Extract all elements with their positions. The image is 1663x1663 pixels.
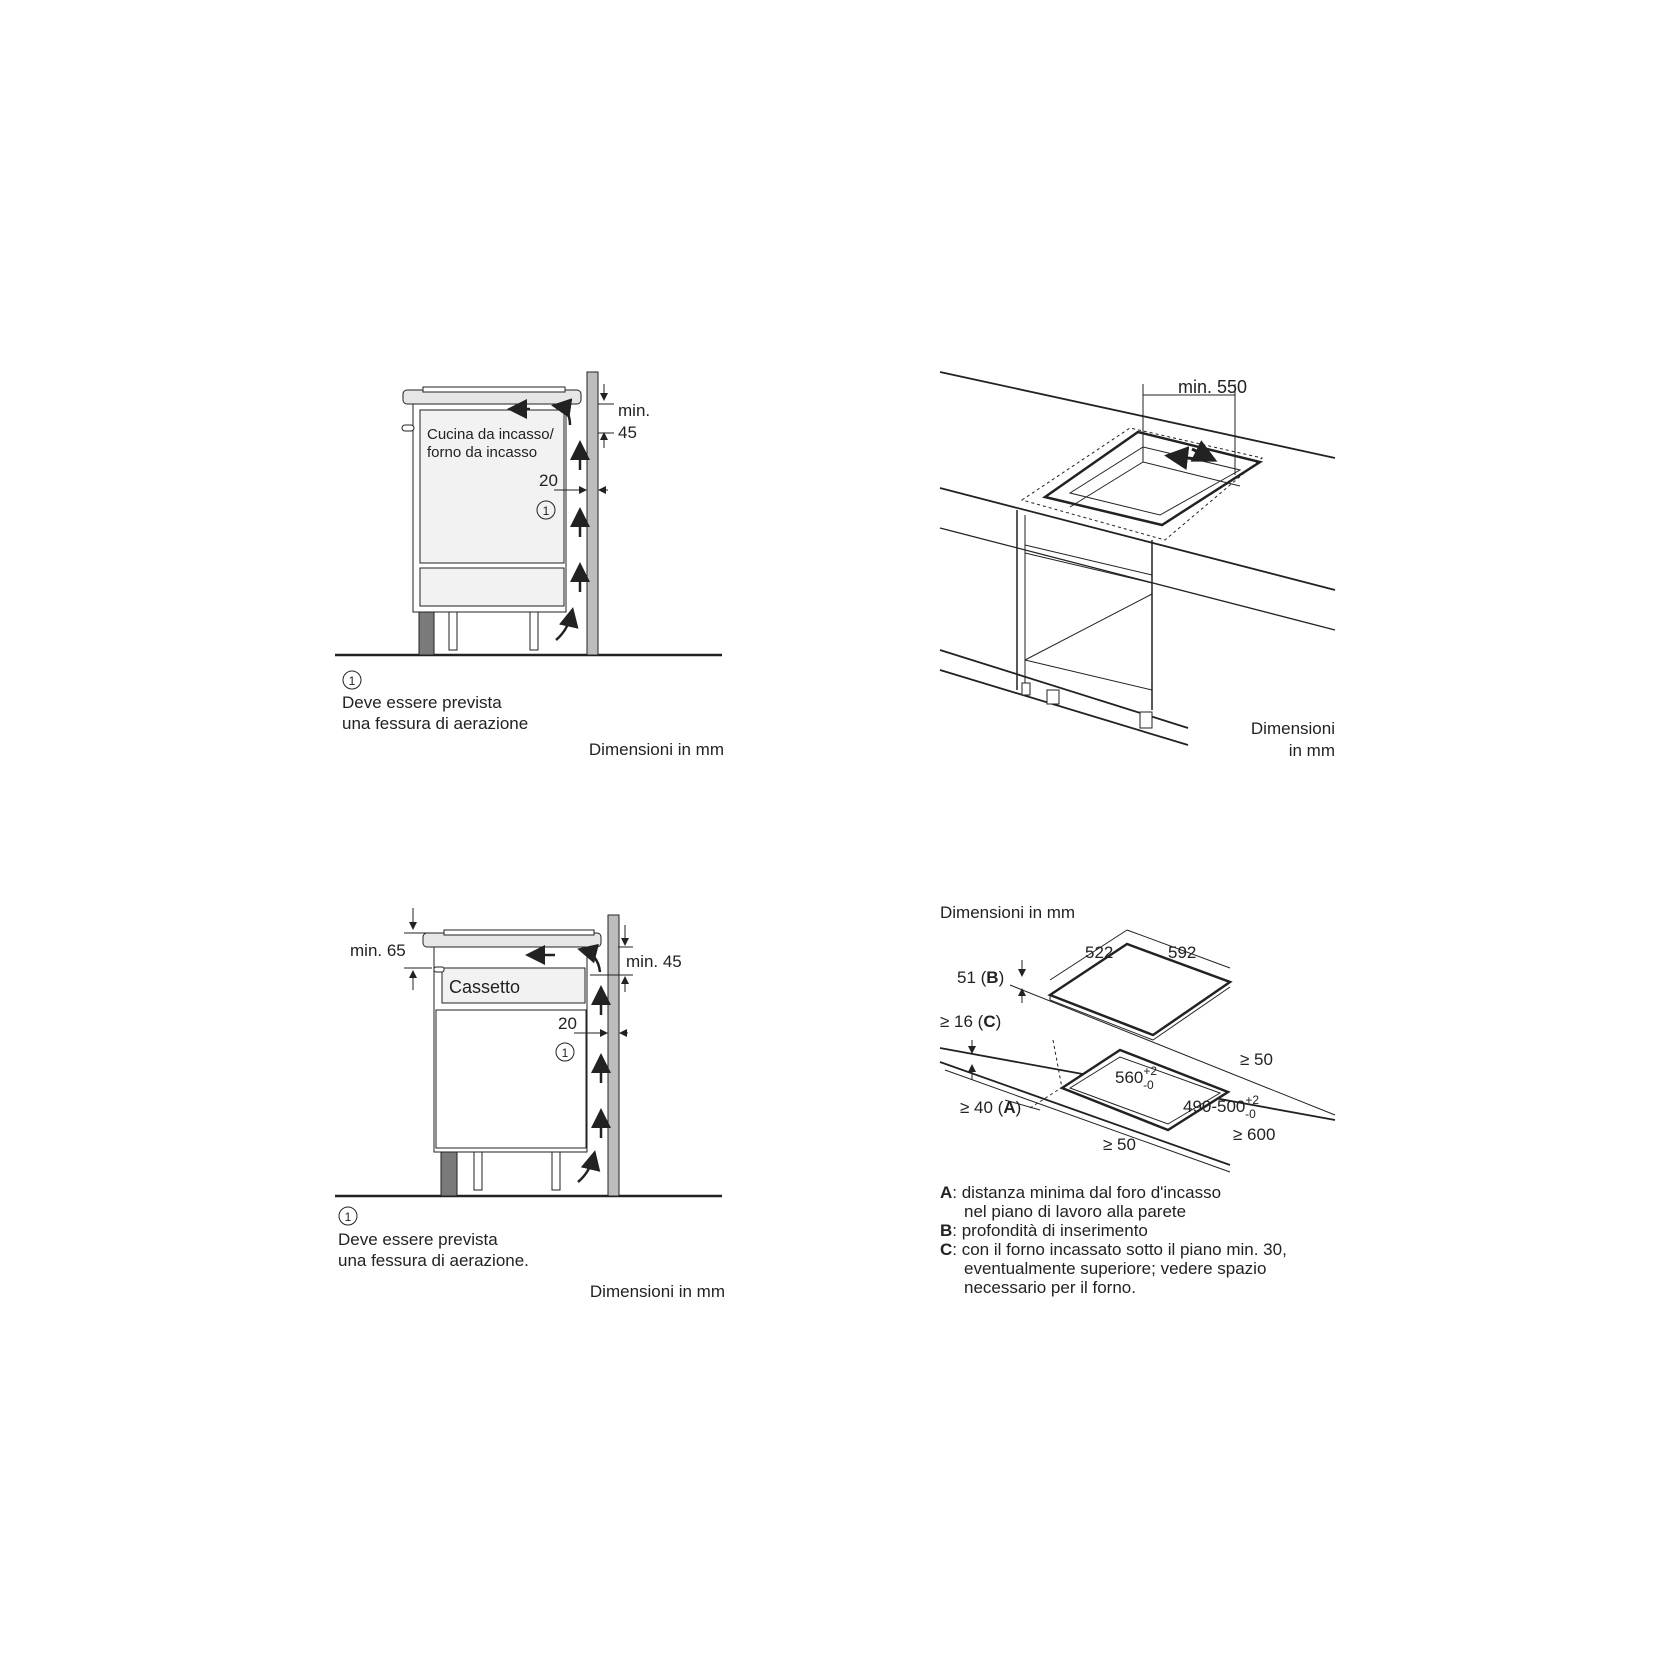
a-value: ≥ 40 (A) [960, 1098, 1022, 1117]
wall [587, 372, 598, 655]
drawer-handle [434, 967, 444, 972]
appliance-label-line1: Cucina da incasso/ [427, 426, 554, 443]
marker-number: 1 [561, 1046, 569, 1060]
clearance-600: ≥ 600 [1233, 1125, 1276, 1144]
min-label: min. [618, 401, 651, 420]
marker-number: 1 [542, 504, 550, 518]
foot [1022, 683, 1030, 695]
note-line2: una fessura di aerazione [342, 714, 529, 733]
clearance-right: ≥ 50 [1240, 1050, 1273, 1069]
foot [1047, 690, 1059, 704]
plinth [441, 1152, 457, 1196]
oven-handle [402, 425, 414, 431]
clearance-bottom: ≥ 50 [1103, 1135, 1136, 1154]
note-line2: una fessura di aerazione. [338, 1251, 529, 1270]
units-label-line1: Dimensioni [1250, 719, 1335, 738]
drawer-panel [420, 568, 564, 606]
airflow-intake-arrow [578, 1155, 594, 1182]
min-45-label: min. 45 [626, 952, 682, 971]
shelf-line [1025, 553, 1152, 583]
diagram-built-in-oven-section [335, 372, 724, 759]
cabinet-diagonal [1025, 594, 1152, 660]
b-value: 51 (B) [957, 968, 1005, 987]
plinth [419, 612, 434, 655]
dim-592: 592 [1168, 943, 1197, 962]
legend-c-line3: necessario per il forno. [964, 1278, 1136, 1297]
diagram-cutout-dimensions [940, 903, 1335, 1297]
hob [423, 387, 565, 392]
diagram-isometric-cutout [940, 372, 1335, 760]
gap-top-value: 45 [618, 423, 637, 442]
foot-left [474, 1152, 482, 1190]
min-65-label: min. 65 [350, 941, 406, 960]
cabinet-base [1025, 660, 1152, 690]
cutout-width: $560^{+2}$ -0 [1115, 1064, 1158, 1092]
foot-right [530, 612, 538, 650]
legend-a-line2: nel piano di lavoro alla parete [964, 1202, 1187, 1221]
worktop-lower-edge [940, 528, 1335, 630]
units-label: Dimensioni in mm [589, 1282, 725, 1301]
foot [1140, 712, 1152, 728]
foot-left [449, 612, 457, 650]
airflow-intake-arrow [556, 612, 572, 640]
min-550-label: min. 550 [1178, 377, 1248, 397]
note-marker-number: 1 [348, 674, 356, 688]
legend-c-line2: eventualmente superiore; vedere spazio [964, 1259, 1267, 1278]
foot-right [552, 1152, 560, 1190]
legend-b-line1: B: profondità di inserimento [940, 1221, 1148, 1240]
note-line1: Deve essere prevista [338, 1230, 498, 1249]
legend-a-line1: A: distanza minima dal foro d'incasso [940, 1183, 1222, 1202]
projection-line [1053, 1040, 1062, 1088]
gap-side-value: 20 [558, 1014, 577, 1033]
units-label-line2: in mm [1288, 741, 1335, 760]
gap-side-value: 20 [539, 471, 558, 490]
appliance-label-line2: forno da incasso [427, 444, 538, 461]
wall [608, 915, 619, 1196]
hob [444, 930, 594, 935]
shelf-line [1025, 545, 1152, 575]
cutout-depth: $490-500^{+2}$ -0 [1183, 1093, 1260, 1121]
dim-522: 522 [1085, 943, 1114, 962]
diagram-drawer-section [335, 908, 725, 1301]
units-label: Dimensioni in mm [588, 740, 724, 759]
drawer-label: Cassetto [449, 977, 521, 997]
note-line1: Deve essere prevista [342, 693, 502, 712]
note-marker-number: 1 [344, 1210, 352, 1224]
legend-c-line1: C: con il forno incassato sotto il piano min. 30, [940, 1240, 1287, 1259]
c-value: ≥ 16 (C) [940, 1012, 1002, 1031]
units-label: Dimensioni in mm [940, 903, 1076, 922]
plinth-bottom-edge [940, 670, 1188, 745]
